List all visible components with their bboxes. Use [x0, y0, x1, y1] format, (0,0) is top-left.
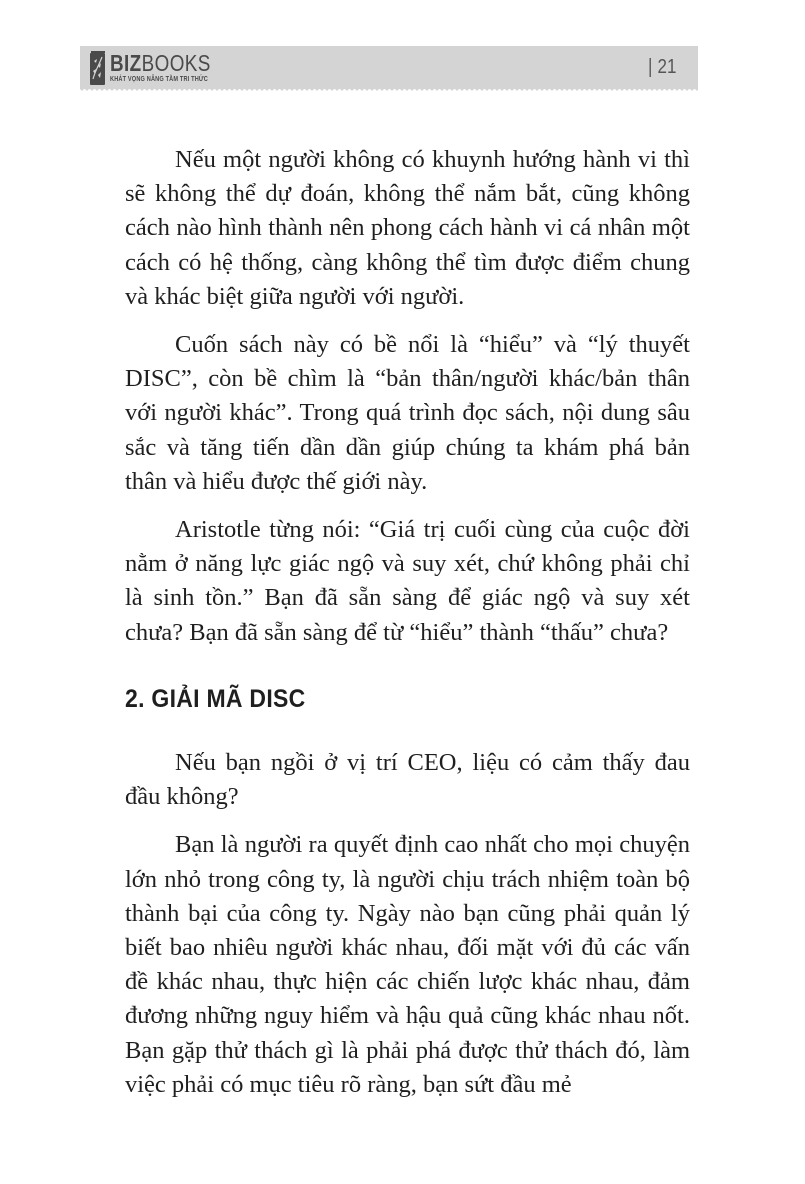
- paragraph: Cuốn sách này có bề nổi là “hiểu” và “lý thuyết DISC”, còn bề chìm là “bản thân/người khác/bản thân với người khác”. Trong quá trình đọc sách, nội dung sâu sắc và tăng tiến dần dần giúp chúng ta khám phá bản thân và hiểu được thế giới này.: [125, 331, 690, 495]
- paragraph: Aristotle từng nói: “Giá trị cuối cùng của cuộc đời nằm ở năng lực giác ngộ và suy xét, chứ không phải chỉ là sinh tồn.” Bạn đã sẵn sàng để giác ngộ và suy xét chưa? Bạn đã sẵn sàng để từ “hiểu” thành “thấu” chưa?: [125, 516, 690, 646]
- brand-tagline: KHÁT VỌNG NÂNG TẦM TRI THỨC: [110, 76, 208, 83]
- bizbooks-logo: [90, 51, 233, 85]
- paragraph: Nếu một người không có khuynh hướng hành vi thì sẽ không thể dự đoán, không thể nắm bắt, cũng không cách nào hình thành nên phong cách hành vi cá nhân một cách có hệ thống, càng không thể tìm được điểm chung và khác biệt giữa người với người.: [125, 146, 690, 310]
- page-body: [125, 143, 690, 1116]
- book-leaf-icon: [90, 51, 105, 85]
- brand-name: BIZBOOKS: [110, 50, 211, 76]
- paragraph: Bạn là người ra quyết định cao nhất cho mọi chuyện lớn nhỏ trong công ty, là người chịu trách nhiệm toàn bộ thành bại của công ty. Ngày nào bạn cũng phải quản lý biết bao nhiêu người khác nhau, đối mặt với đủ các vấn đề khác nhau, thực hiện các chiến lược khác nhau, đảm đương những nguy hiểm và hậu quả cũng khác nhau nốt. Bạn gặp thử thách gì là phải phá được thử thách đó, làm việc phải có mục tiêu rõ ràng, bạn sứt đầu mẻ: [125, 831, 690, 1098]
- section-heading: 2. GIẢI MÃ DISC: [125, 684, 306, 713]
- running-header: [80, 46, 698, 89]
- paragraph: Nếu bạn ngồi ở vị trí CEO, liệu có cảm thấy đau đầu không?: [125, 749, 690, 811]
- page-number: | 21: [647, 56, 676, 78]
